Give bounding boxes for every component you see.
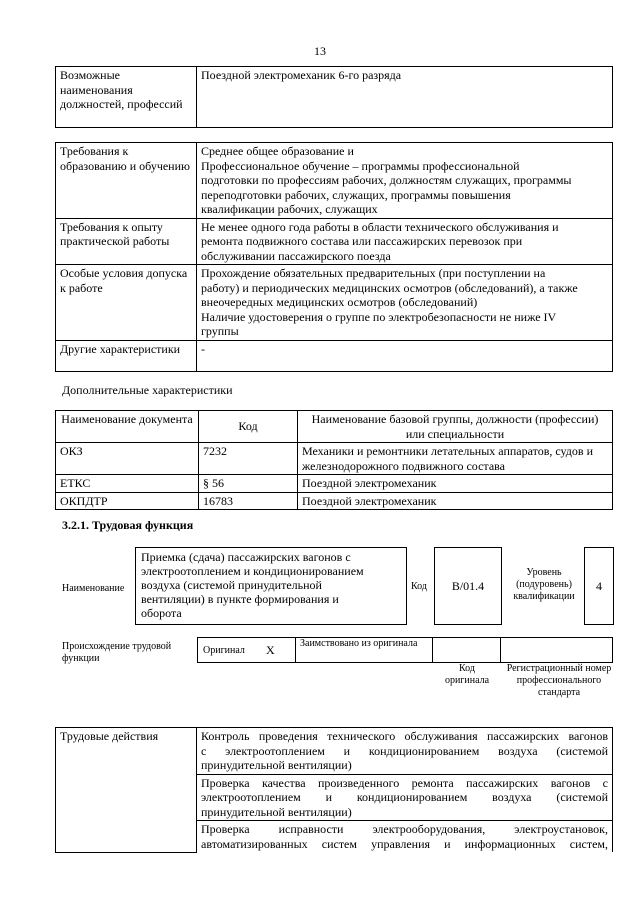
action-line: электроотоплением и кондиционированием воздуха (системой — [201, 790, 608, 804]
labor-action-item — [197, 774, 613, 821]
requirement-line: Наличие удостоверения о группе по электробезопасности не ниже IV — [201, 309, 557, 324]
requirement-line: ремонта подвижного состава или пассажирских перевозок при — [201, 234, 523, 248]
header-doc-name: Наименование документа — [56, 411, 199, 443]
doc-name-cell: ОКЗ — [56, 443, 199, 475]
action-line: Проверка исправности электрооборудования, электроустановок, — [201, 822, 608, 836]
function-name-line: Приемка (сдача) пассажирских вагонов с — [141, 550, 351, 564]
table-row — [56, 443, 613, 475]
function-name-line: оборота — [141, 606, 182, 620]
action-line: с электроотоплением и кондиционированием воздуха (системой — [201, 743, 608, 758]
page-number: 13 — [314, 44, 326, 58]
requirement-row — [56, 143, 613, 219]
positions-label: Возможные наименования должностей, профессий — [56, 67, 197, 128]
requirement-text — [197, 340, 613, 371]
doc-group-cell: Механики и ремонтники летательных аппаратов, судов и железнодорожного подвижного состава — [298, 443, 613, 475]
table-row — [56, 728, 613, 775]
labor-action-item — [197, 821, 613, 853]
original-label: Оригинал — [203, 645, 245, 656]
requirements-table — [55, 142, 613, 372]
code-label: Код — [411, 581, 427, 592]
requirement-text — [197, 265, 613, 341]
labor-actions-label: Трудовые действия — [56, 728, 197, 853]
doc-code-cell: 7232 — [199, 443, 298, 475]
requirement-text — [197, 218, 613, 265]
doc-name-cell: ОКПДТР — [56, 492, 199, 510]
additional-heading: Дополнительные характеристики — [62, 383, 233, 397]
requirement-line: - — [201, 341, 205, 356]
header-code: Код — [199, 411, 298, 443]
requirement-row — [56, 265, 613, 341]
reg-number-caption: Регистрационный номер профессионального стандарта — [506, 663, 612, 698]
origin-label: Происхождение трудовой функции — [62, 641, 172, 664]
level-value: 4 — [596, 579, 602, 593]
doc-code-cell: 16783 — [199, 492, 298, 510]
documents-header-row — [56, 411, 613, 443]
header-group-name: Наименование базовой группы, должности (профессии) или специальности — [298, 411, 613, 443]
documents-table — [55, 410, 613, 510]
borrowed-label: Заимствовано из оригинала — [300, 638, 418, 649]
function-code-box — [434, 547, 502, 625]
section-title: 3.2.1. Трудовая функция — [62, 518, 194, 532]
action-line: принудительной вентиляции) — [201, 758, 352, 772]
requirement-label: Требования к образованию и обучению — [56, 143, 197, 219]
requirement-label: Особые условия допуска к работе — [56, 265, 197, 341]
labor-actions-table — [55, 727, 613, 853]
requirement-label: Требования к опыту практической работы — [56, 218, 197, 265]
doc-group-cell: Поездной электромеханик — [298, 492, 613, 510]
level-label: Уровень (подуровень) квалификации — [513, 567, 575, 602]
function-name-line: вентиляции) в пункте формирования и — [141, 592, 339, 606]
action-line: принудительной вентиляции) — [201, 804, 352, 819]
table-row — [56, 475, 613, 493]
action-line: Проверка качества произведенного ремонта пассажирских вагонов с — [201, 775, 608, 790]
requirement-line: работу) и периодических медицинских осмотров (обследований), а также — [201, 280, 578, 295]
requirement-text — [197, 143, 613, 219]
requirement-line: Не менее одного года работы в области технического обслуживания и — [201, 219, 559, 234]
function-name-label: Наименование — [62, 583, 125, 594]
function-name-box — [135, 547, 407, 625]
code-original-caption: Код оригинала — [444, 663, 490, 686]
requirement-line: внеочередных медицинских осмотров (обследований) — [201, 295, 478, 309]
requirement-line: подготовки по профессиям рабочих, должностям служащих, программы — [201, 173, 572, 187]
requirement-line: квалификации рабочих, служащих — [201, 202, 378, 216]
requirement-line: Прохождение обязательных предварительных (при поступлении на — [201, 266, 546, 280]
action-line: Контроль проведения технического обслуживания пассажирских вагонов — [201, 729, 608, 743]
requirement-line: обслуживании пассажирского поезда — [201, 248, 391, 263]
positions-value: Поездной электромеханик 6-го разряда — [197, 67, 613, 128]
function-code: B/01.4 — [451, 579, 485, 593]
requirement-row — [56, 218, 613, 265]
level-box — [584, 547, 614, 625]
requirement-row — [56, 340, 613, 371]
requirement-line: Профессиональное обучение – программы профессиональной — [201, 158, 520, 173]
doc-code-cell: § 56 — [199, 475, 298, 493]
doc-group-cell: Поездной электромеханик — [298, 475, 613, 493]
table-row — [56, 492, 613, 510]
labor-action-item — [197, 728, 613, 775]
requirement-line: группы — [201, 324, 239, 338]
positions-table — [55, 66, 613, 128]
function-name-line: электроотоплением и кондиционированием — [141, 564, 364, 578]
doc-name-cell: ЕТКС — [56, 475, 199, 493]
action-line: автоматизированных систем управления и информационных систем, — [201, 836, 608, 851]
requirement-line: переподготовки рабочих, служащих, программы повышения — [201, 187, 511, 202]
function-name-line: воздуха (системой принудительной — [141, 578, 322, 592]
requirement-line: Среднее общее образование и — [201, 144, 354, 158]
requirement-label: Другие характеристики — [56, 340, 197, 371]
original-mark: X — [266, 643, 275, 657]
